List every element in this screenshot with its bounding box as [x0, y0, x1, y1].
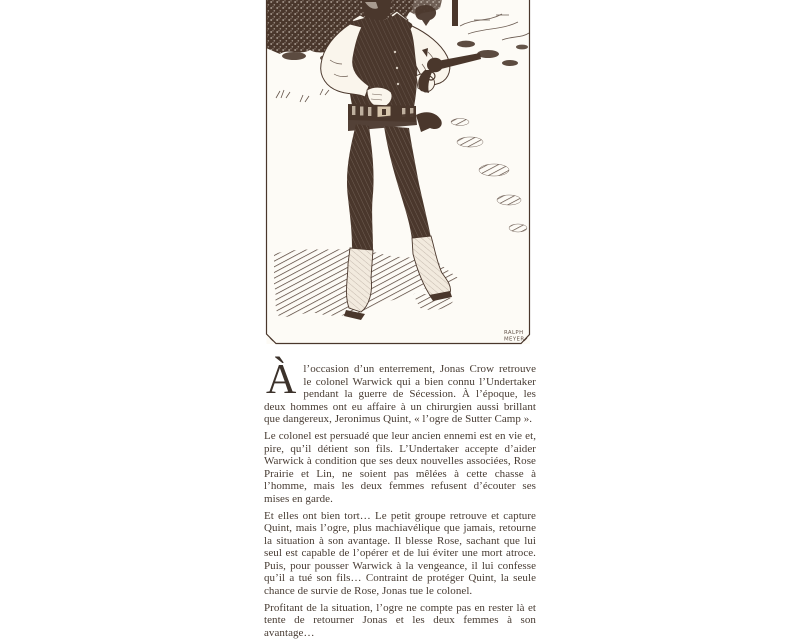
signature-line-2: MEYER — [504, 336, 525, 343]
synopsis-paragraph-4: Profitant de la situation, l’ogre ne compte pas en rester là et tente de retourner Jonas et les deux femmes à son avantage… — [264, 601, 536, 639]
signature-line-1: RALPH — [504, 330, 524, 336]
artist-signature — [504, 330, 525, 343]
cover-illustration — [264, 0, 536, 348]
drop-cap: À — [266, 357, 297, 403]
paragraph-text: l’occasion d’un enterrement, Jonas Crow retrouve le colonel Warwick qui a bien connu l’Undertaker pendant la guerre de Sécession. À l’époque, les deux hommes ont eu affaire à un chirurgien aussi brillant que dangereux, Jeronimus Quint, « l’ogre de Sutter Camp ». — [264, 363, 536, 425]
synopsis-paragraph-1 — [264, 357, 536, 426]
synopsis-paragraph-2: Le colonel est persuadé que leur ancien ennemi est en vie et, pire, qu’il détient son fils. L’Undertaker accepte d’aider Warwick à condition que ses deux nouvelles associées, Rose Prairie et Lin, ne soient pas mêlées à cette chasse à l’homme, mais les deux femmes refusent d’écouter ses mises en garde. — [264, 430, 536, 505]
synopsis-paragraph-3: Et elles ont bien tort… Le petit groupe retrouve et capture Quint, mais l’ogre, plus machiavélique que jamais, retourne la situation à son avantage. Il blesse Rose, sachant que lui seul est capable de l’opérer et de lui éviter une mort atroce. Puis, pour pousser Warwick à la vengeance, il lui confesse qu’il a tué son fils… Contraint de protéger Quint, la seule chance de survie de Rose, Jonas tue le colonel. — [264, 509, 536, 597]
synopsis — [264, 357, 536, 644]
fence-post — [452, 0, 458, 26]
